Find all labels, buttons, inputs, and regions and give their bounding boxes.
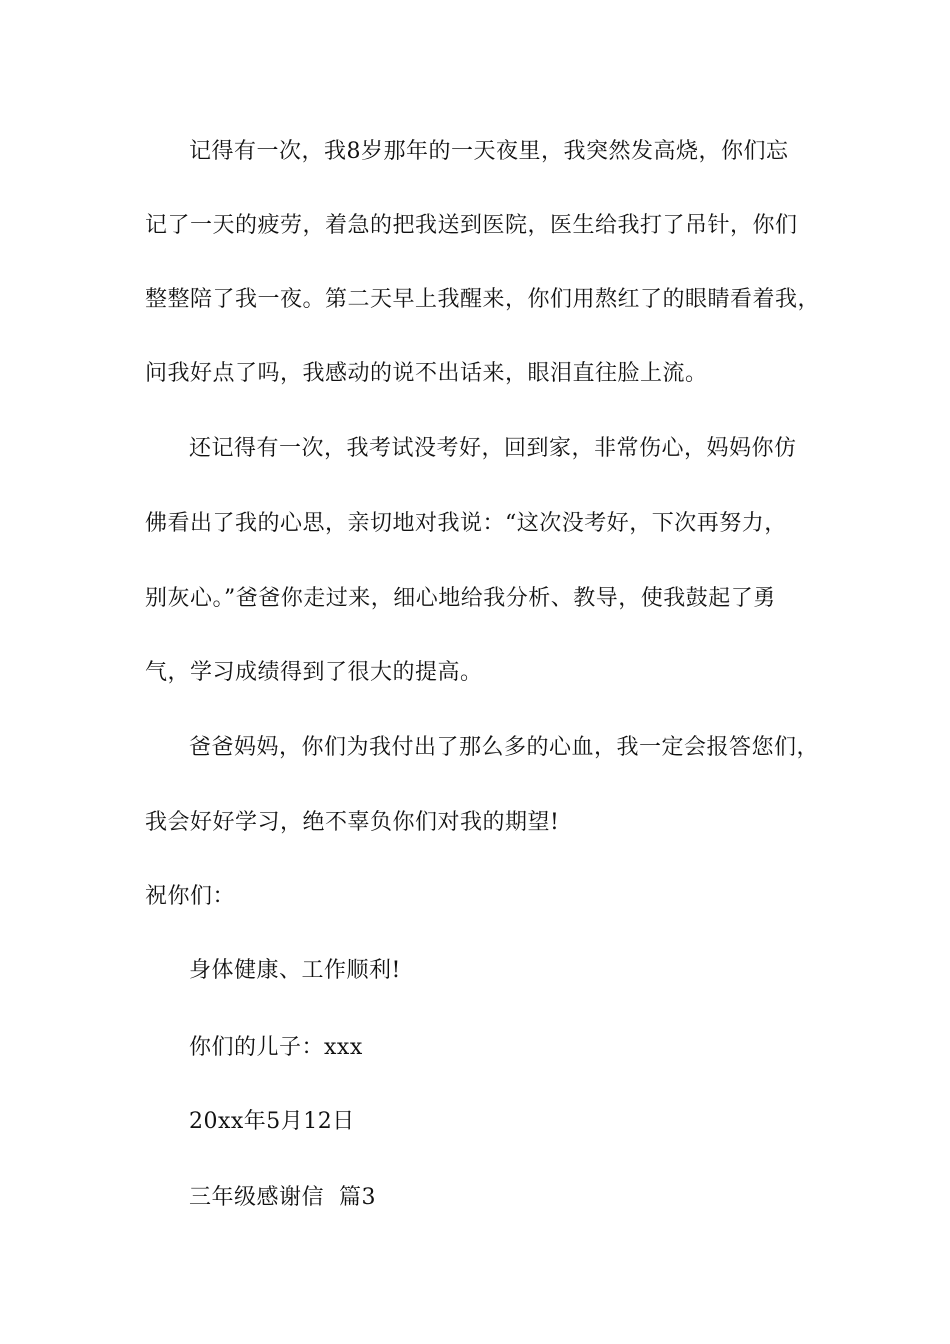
paragraph-3-line-2: 我会好好学习，绝不辜负你们对我的期望! [145, 810, 560, 835]
next-section-title: 三年级感谢信 篇3 [189, 1185, 376, 1210]
paragraph-3-line-1: 爸爸妈妈，你们为我付出了那么多的心血，我一定会报答您们， [189, 735, 820, 760]
wish-line: 身体健康、工作顺利! [189, 958, 401, 983]
signature: 你们的儿子：xxx [189, 1035, 363, 1060]
paragraph-2-line-1: 还记得有一次，我考试没考好，回到家，非常伤心，妈妈你仿 [189, 436, 797, 461]
greeting: 祝你们： [145, 884, 236, 909]
paragraph-1-line-1: 记得有一次，我8岁那年的一天夜里，我突然发高烧，你们忘 [189, 139, 789, 164]
paragraph-2-line-3: 别灰心。”爸爸你走过来，细心地给我分析、教导，使我鼓起了勇 [145, 586, 776, 611]
date: 20xx年5月12日 [189, 1109, 355, 1134]
paragraph-1-line-3: 整整陪了我一夜。第二天早上我醒来，你们用熬红了的眼睛看着我， [145, 287, 821, 312]
paragraph-1-line-4: 问我好点了吗，我感动的说不出话来，眼泪直往脸上流。 [145, 361, 708, 386]
paragraph-1-line-2: 记了一天的疲劳，着急的把我送到医院，医生给我打了吊针，你们 [145, 213, 798, 238]
paragraph-2-line-4: 气，学习成绩得到了很大的提高。 [145, 660, 483, 685]
paragraph-2-line-2: 佛看出了我的心思，亲切地对我说：“这次没考好，下次再努力， [145, 511, 787, 536]
